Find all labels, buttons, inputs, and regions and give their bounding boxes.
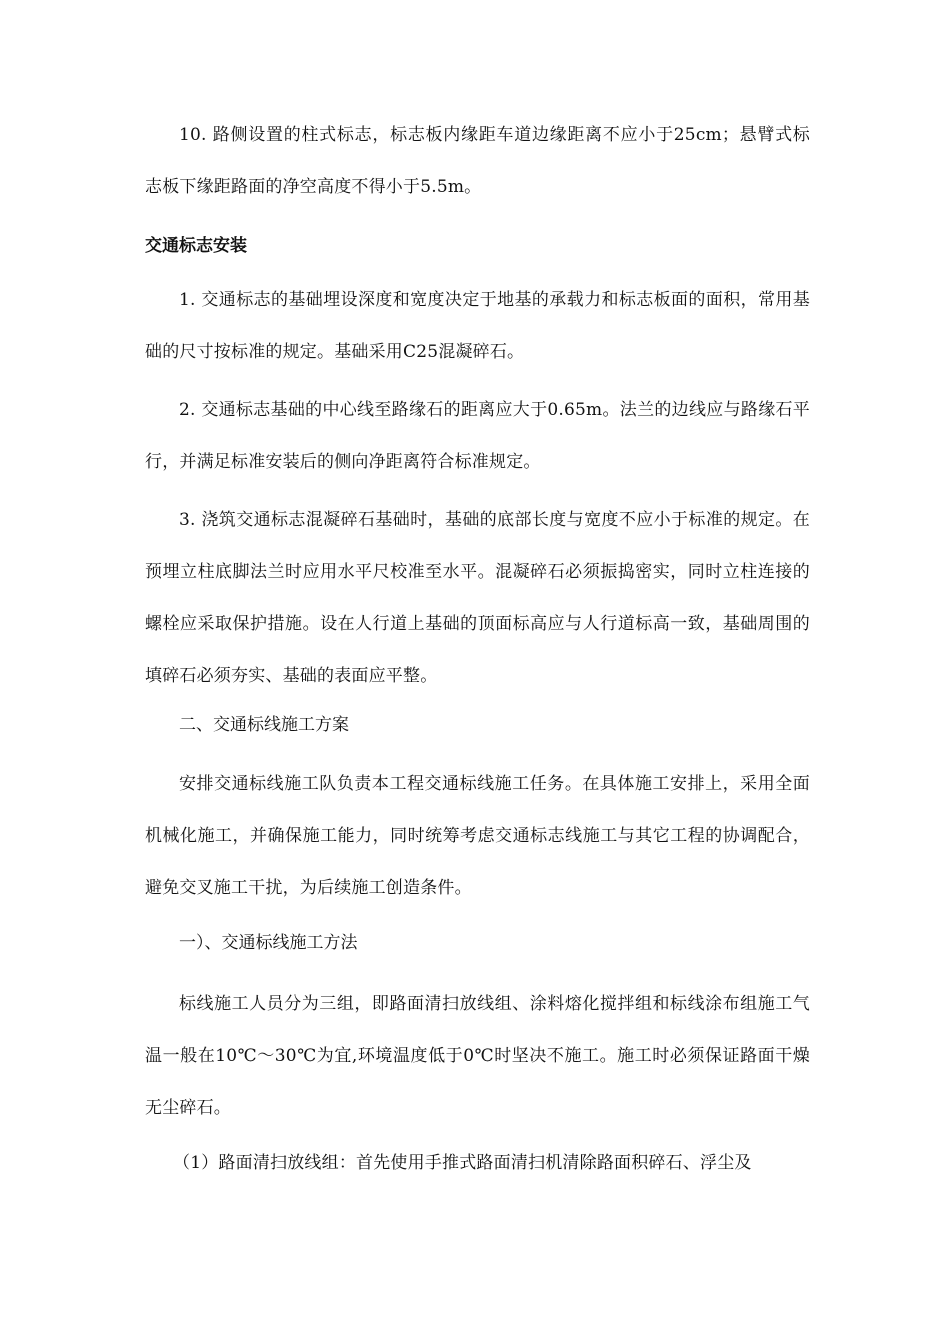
paragraph-item-1: 1. 交通标志的基础埋设深度和宽度决定于地基的承载力和标志板面的面积，常用基础的尺寸按标准的规定。基础采用C25混凝碎石。 [145,290,810,362]
paragraph-marking-plan: 安排交通标线施工队负责本工程交通标线施工任务。在具体施工安排上，采用全面机械化施工，并确保施工能力，同时统筹考虑交通标志线施工与其它工程的协调配合，避免交叉施工干扰，为后续施工创造条件。 [145,774,810,898]
paragraph-item-3: 3. 浇筑交通标志混凝碎石基础时，基础的底部长度与宽度不应小于标准的规定。在预埋立柱底脚法兰时应用水平尺校准至水平。混凝碎石必须振捣密实，同时立柱连接的螺栓应采取保护措施。设在人行道上基础的顶面标高应与人行道标高一致，基础周围的填碎石必须夯实、基础的表面应平整。 [145,510,810,686]
section-heading-sign-installation: 交通标志安装 [145,236,247,256]
paragraph-marking-method: 标线施工人员分为三组，即路面清扫放线组、涂料熔化搅拌组和标线涂布组施工气温一般在10℃～30℃为宜,环境温度低于0℃时坚决不施工。施工时必须保证路面干燥无尘碎石。 [145,994,810,1118]
paragraph-item-2: 2. 交通标志基础的中心线至路缘石的距离应大于0.65m。法兰的边线应与路缘石平行，并满足标准安装后的侧向净距离符合标准规定。 [145,400,810,472]
paragraph-item-10: 10. 路侧设置的柱式标志，标志板内缘距车道边缘距离不应小于25cm；悬臂式标志板下缘距路面的净空高度不得小于5.5m。 [145,125,810,197]
paragraph-step-1: （1）路面清扫放线组：首先使用手推式路面清扫机清除路面积碎石、浮尘及 [173,1153,752,1173]
section-heading-marking-method: 一）、交通标线施工方法 [179,933,358,953]
section-heading-marking-plan: 二、交通标线施工方案 [179,715,349,735]
